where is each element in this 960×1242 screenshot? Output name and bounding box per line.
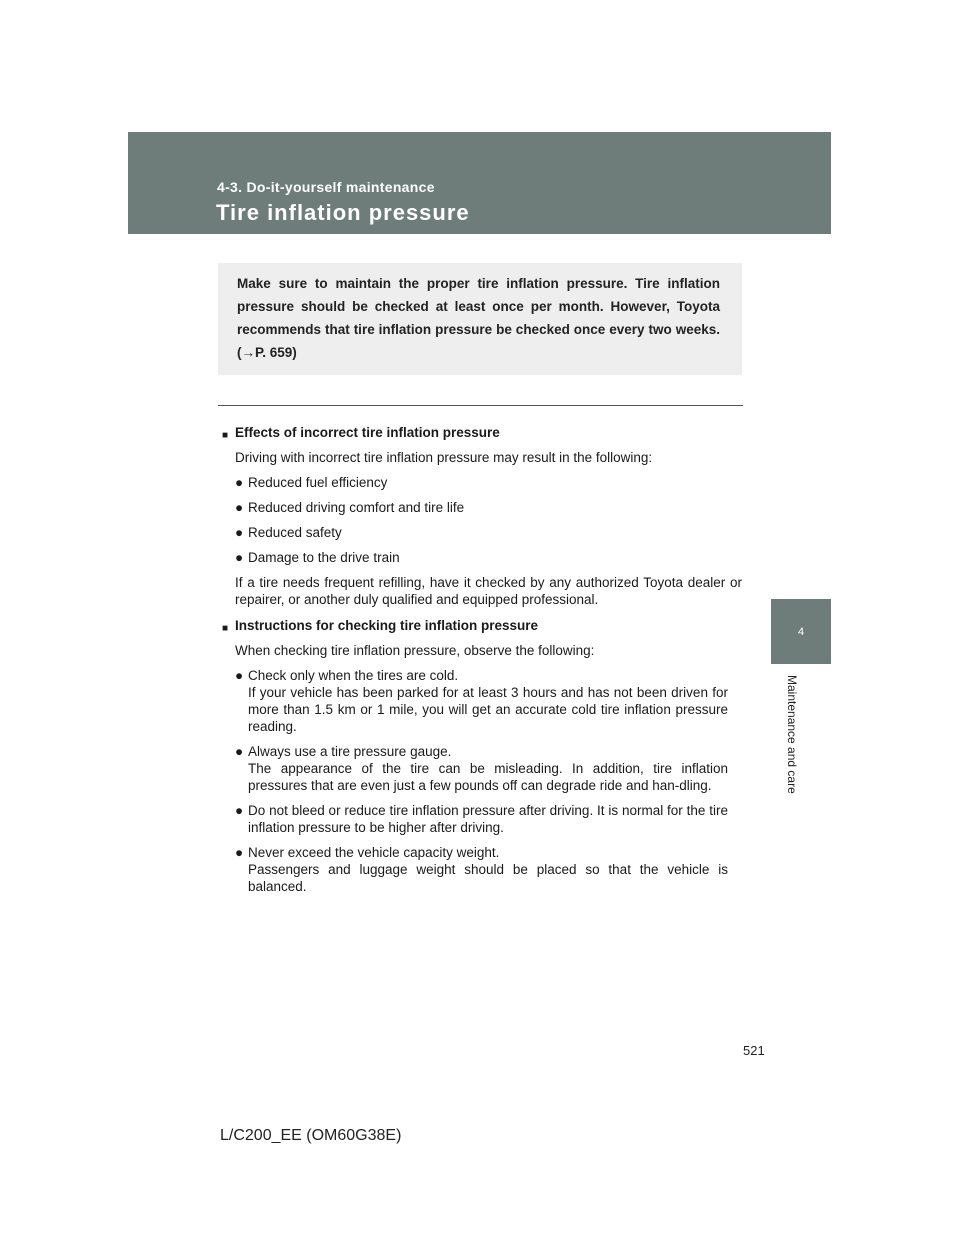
square-bullet-icon: ■ — [222, 430, 229, 441]
bullet-icon: ● — [235, 803, 244, 818]
list-item — [235, 844, 742, 895]
bullet-icon: ● — [235, 550, 244, 565]
section-label: 4-3. Do-it-yourself maintenance — [217, 179, 435, 195]
bullet-icon: ● — [235, 845, 244, 860]
chapter-tab: 4 — [771, 599, 831, 664]
list-item — [235, 802, 742, 836]
intro-box: Make sure to maintain the proper tire inflation pressure. Tire inflation pressure should be checked at least once per month. However, Toyota recommends that tire inflation pressure be checked once every two weeks. (→P. 659) — [218, 263, 742, 375]
page-number: 521 — [743, 1043, 765, 1058]
square-bullet-icon: ■ — [222, 623, 229, 634]
document-code: L/C200_EE (OM60G38E) — [220, 1127, 402, 1144]
list-item-text: Reduced safety — [248, 525, 342, 540]
list-item — [235, 743, 742, 794]
bullet-icon: ● — [235, 668, 244, 683]
bullet-icon: ● — [235, 475, 244, 490]
list-item — [235, 499, 742, 516]
heading-text: Instructions for checking tire inflation pressure — [235, 618, 539, 633]
chapter-side-label: Maintenance and care — [785, 675, 799, 794]
bullet-icon: ● — [235, 744, 244, 759]
list-item-title: Do not bleed or reduce tire inflation pressure after driving. It is normal for the tire inflation pressure to be higher after driving. — [248, 803, 728, 835]
paragraph: Driving with incorrect tire inflation pressure may result in the following: — [235, 450, 653, 465]
header-band — [128, 132, 831, 234]
list-item-title: Never exceed the vehicle capacity weight. — [248, 845, 500, 860]
list-item-text: Reduced fuel efficiency — [248, 475, 388, 490]
paragraph: When checking tire inflation pressure, observe the following: — [235, 643, 595, 658]
list-item-detail: If your vehicle has been parked for at least 3 hours and has not been driven for more than 1.5 km or 1 mile, you will get an accurate cold tire inflation pressure reading. — [248, 685, 728, 734]
list-item-text: Reduced driving comfort and tire life — [248, 500, 465, 515]
page-title: Tire inflation pressure — [216, 200, 470, 225]
divider — [218, 405, 743, 406]
heading-text: Effects of incorrect tire inflation pressure — [235, 425, 500, 440]
list-item-detail: Passengers and luggage weight should be placed so that the vehicle is balanced. — [248, 862, 728, 894]
list-item-title: Always use a tire pressure gauge. — [248, 744, 452, 759]
list-item-title: Check only when the tires are cold. — [248, 668, 459, 683]
section-heading-effects — [222, 424, 742, 441]
bullet-icon: ● — [235, 525, 244, 540]
section-heading-instructions — [222, 617, 742, 634]
main-content — [222, 424, 742, 895]
list-item — [235, 474, 742, 491]
list-item — [235, 549, 742, 566]
list-item-detail: The appearance of the tire can be misleading. In addition, tire inflation pressures that are even just a few pounds off can degrade ride and han-dling. — [248, 761, 728, 793]
paragraph: If a tire needs frequent refilling, have it checked by any authorized Toyota dealer or repairer, or another duly qualified and equipped professional. — [235, 575, 742, 607]
list-item-text: Damage to the drive train — [248, 550, 400, 565]
list-item — [235, 524, 742, 541]
list-item — [235, 667, 742, 735]
bullet-icon: ● — [235, 500, 244, 515]
